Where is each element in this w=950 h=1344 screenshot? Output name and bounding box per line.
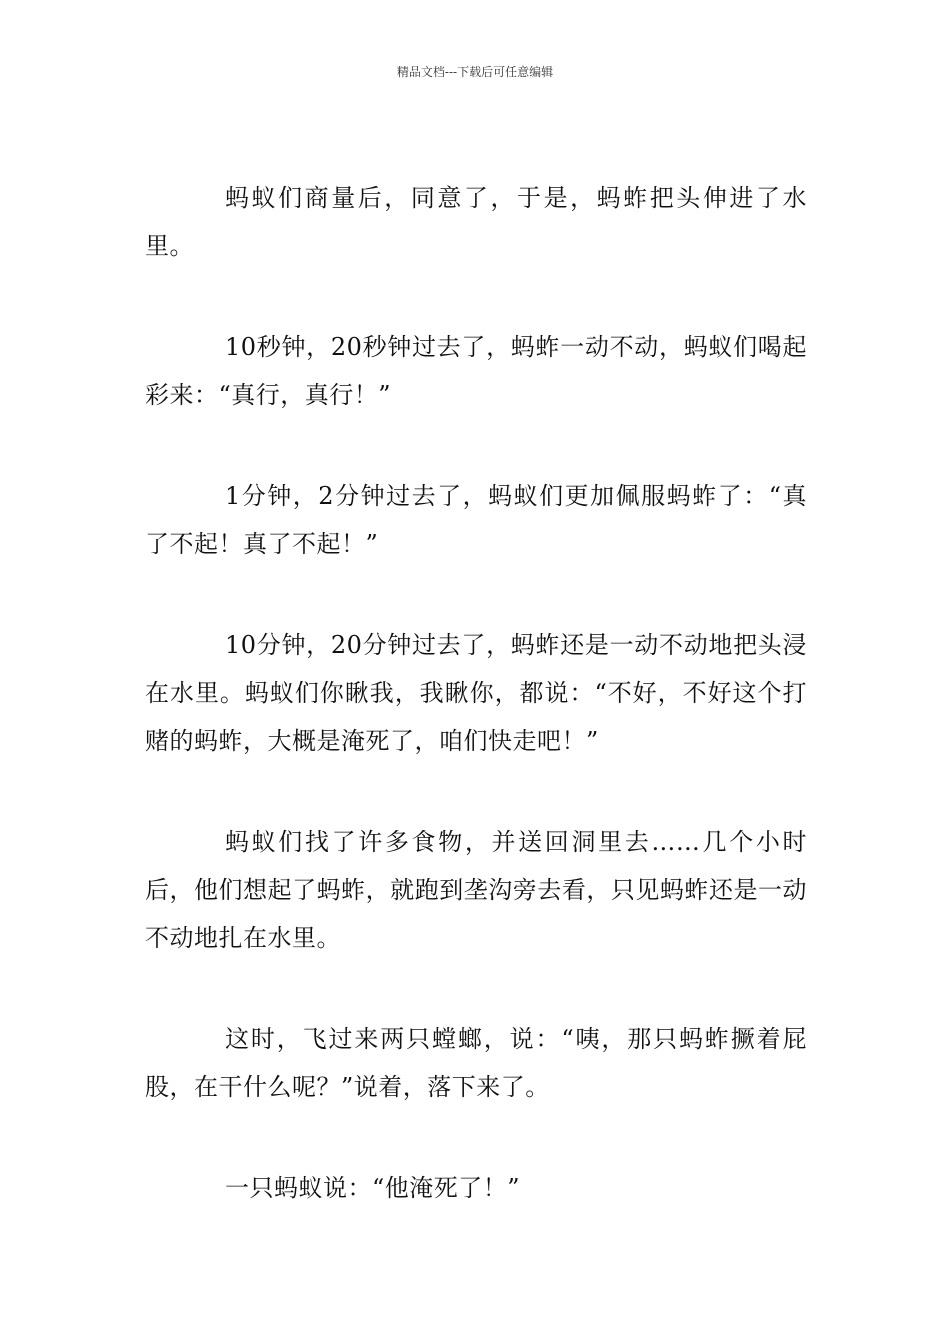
paragraph-3: 1分钟，2分钟过去了，蚂蚁们更加佩服蚂蚱了：“真了不起！真了不起！” xyxy=(145,482,807,558)
paragraph-4: 10分钟，20分钟过去了，蚂蚱还是一动不动地把头浸在水里。蚂蚁们你瞅我，我瞅你，都说：“不好，不好这个打赌的蚂蚱，大概是淹死了，咱们快走吧！” xyxy=(145,631,807,755)
paragraph-7: 一只蚂蚁说：“他淹死了！” xyxy=(225,1174,521,1202)
paragraph-5: 蚂蚁们找了许多食物，并送回洞里去……几个小时后，他们想起了蚂蚱，就跑到垄沟旁去看，只见蚂蚱还是一动不动地扎在水里。 xyxy=(145,828,807,952)
paragraph-2: 10秒钟，20秒钟过去了，蚂蚱一动不动，蚂蚁们喝起彩来：“真行，真行！” xyxy=(145,333,807,409)
paragraph-1: 蚂蚁们商量后，同意了，于是，蚂蚱把头伸进了水里。 xyxy=(145,184,807,260)
page-header: 精品文档---下载后可任意编辑 xyxy=(396,65,554,79)
document-body xyxy=(145,174,807,1212)
paragraph-6: 这时，飞过来两只螳螂，说：“咦，那只蚂蚱撅着屁股，在干什么呢？”说着，落下来了。 xyxy=(145,1025,807,1101)
